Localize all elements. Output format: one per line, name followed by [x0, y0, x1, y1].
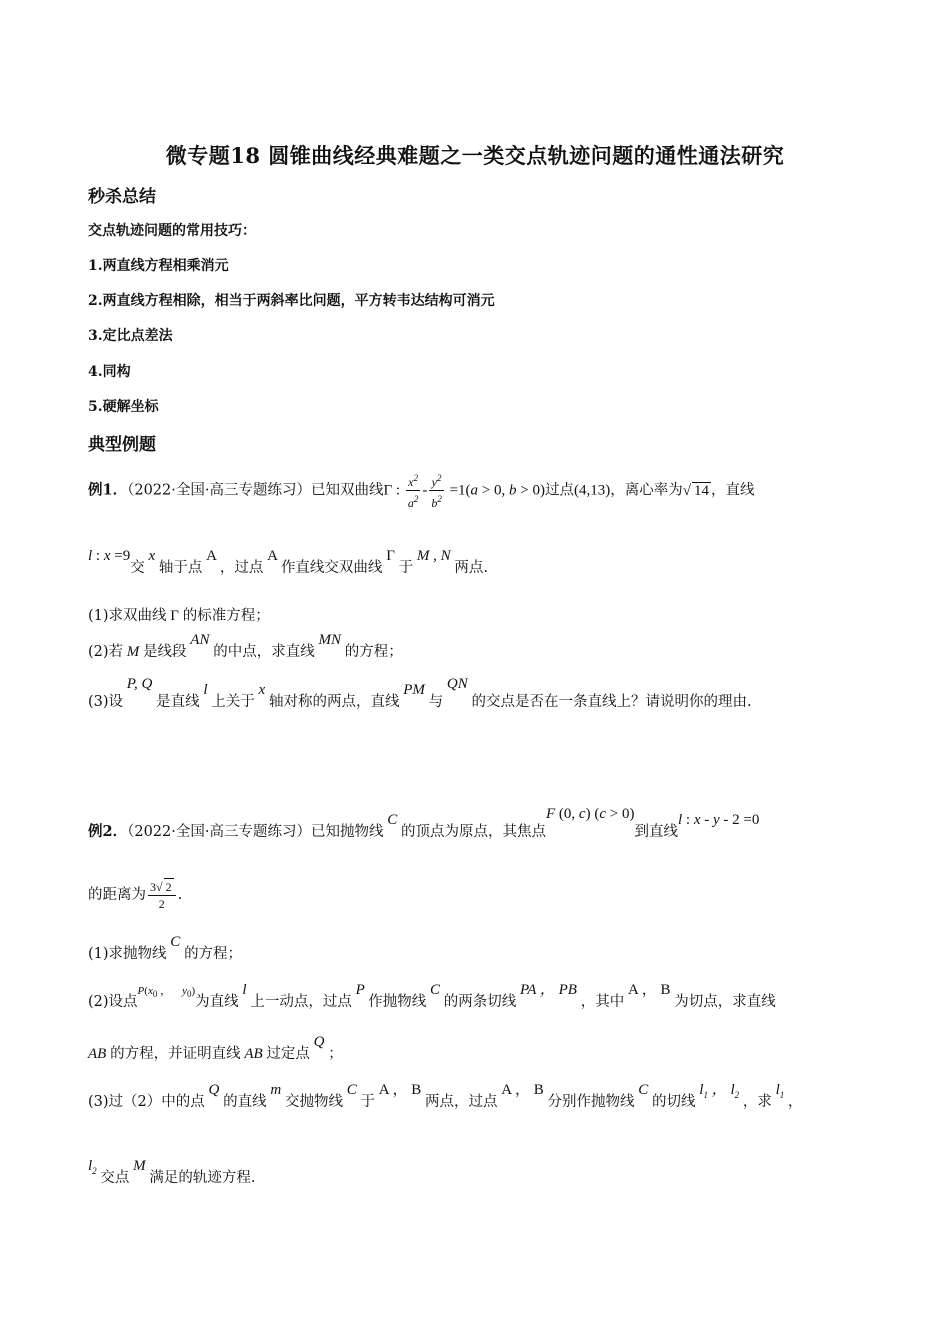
section-examples-heading: 典型例题	[88, 435, 156, 455]
example-1-question-1: (1)求双曲线 Γ 的标准方程；	[88, 608, 270, 624]
tip-2: 2.两直线方程相除，相当于两斜率比问题，平方转韦达结构可消元	[88, 293, 495, 309]
example-1-label: 例1．	[88, 481, 128, 499]
example-2-line-1: 例2．（2022·全国·高三专题练习）已知抛物线 C 的顶点为原点，其焦点F (0, c) (c > 0)到直线l : x - y - 2 =0	[88, 806, 760, 840]
tip-1: 1.两直线方程相乘消元	[88, 258, 229, 274]
example-2-question-2: (2)设点$^{P(x_0 , y_0)}$为直线 l 上一动点，过点 P 作抛物线 C 的两条切线 PA ， PB ，其中 A ， B 为切点，求直线	[88, 982, 776, 1010]
intro-text: 交点轨迹问题的常用技巧：	[88, 223, 256, 239]
example-2-question-1: (1)求抛物线 C 的方程；	[88, 934, 243, 962]
page-title: 微专题18 圆锥曲线经典难题之一类交点轨迹问题的通性通法研究	[165, 143, 785, 168]
example-1-question-3: (3)设 P, Q 是直线 l 上关于 x 轴对称的两点，直线 PM 与 QN 的交点是否在一条直线上？请说明你的理由.	[88, 676, 752, 710]
tip-5: 5.硬解坐标	[88, 399, 159, 415]
example-1-question-2: (2)若 M 是线段 AN 的中点，求直线 MN 的方程；	[88, 632, 403, 660]
example-2-question-3-cont: $l_2$ 交点 M 满足的轨迹方程.	[88, 1158, 256, 1186]
tip-4: 4.同构	[88, 364, 131, 380]
example-1-line-2: l : x =9交 x 轴于点 A ，过点 A 作直线交双曲线 Γ 于 M , N 两点.	[88, 548, 488, 576]
example-2-line-2: 的距离为 $\frac{3√ 2}{2}$ .	[88, 880, 183, 911]
example-2-label: 例2．	[88, 823, 128, 840]
tip-3: 3.定比点差法	[88, 328, 173, 344]
section-summary-heading: 秒杀总结	[88, 187, 156, 207]
example-1-line-1: 例1．（2022·全国·高三专题练习）已知双曲线Γ : $\frac{x^2}{a^2}$ - $\frac{y^2}{b^2}$ =1(a > 0, b > 0)过点(4,13)，离心率为√ 14 ，直线	[88, 470, 754, 511]
example-2-question-3: (3)过（2）中的点 Q 的直线 m 交抛物线 C 于 A ， B 两点，过点 A ， B 分别作抛物线 C 的切线 $l_1$ ， $l_2$ ，求 $l_1$ ，	[88, 1082, 803, 1110]
example-2-question-2-cont: AB 的方程，并证明直线 AB 过定点 Q ；	[88, 1034, 343, 1062]
